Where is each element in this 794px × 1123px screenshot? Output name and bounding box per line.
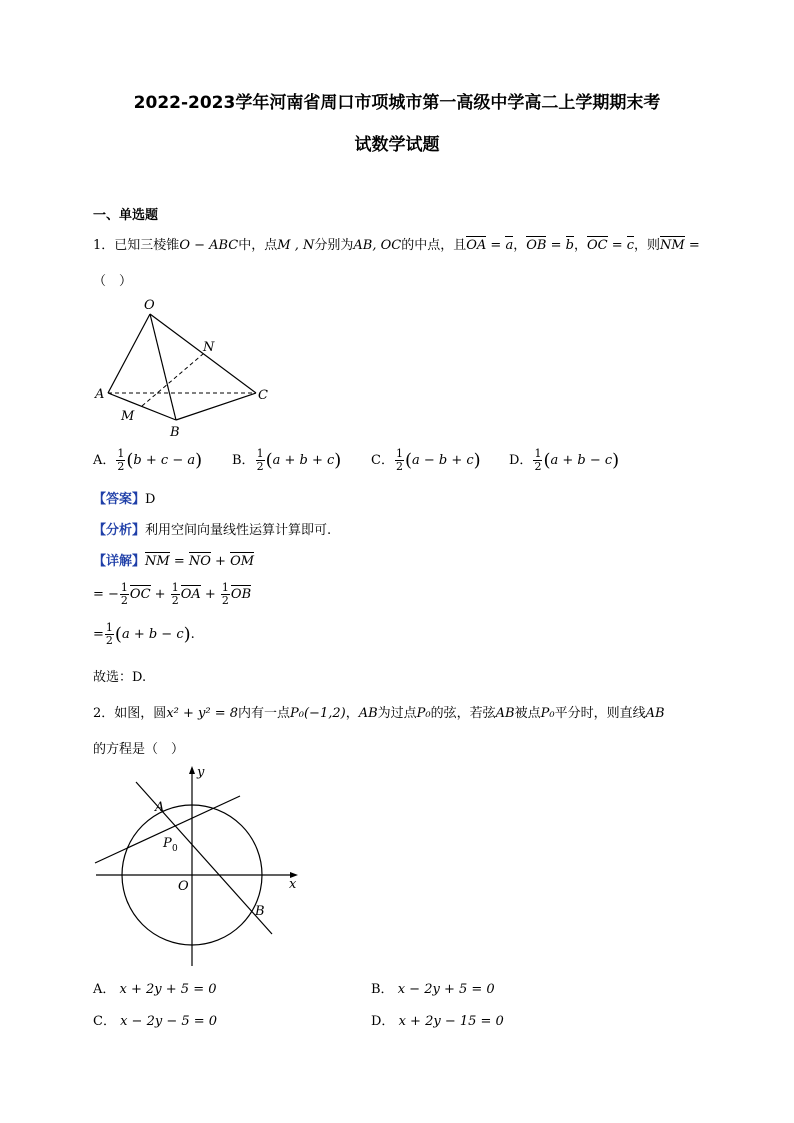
q1-edges: AB, OC (353, 238, 402, 253)
q1-text-e: ，则 (634, 238, 661, 253)
q1-stem: 1．已知三棱锥O − ABC中，点M , N分别为AB, OC的中点，且OA = a，OB = b，OC = c，则NM = (93, 238, 700, 253)
q1-conclusion: 故选：D. (93, 670, 147, 685)
label-y: y (197, 765, 205, 780)
q1-detail-line1: 【详解】NM = NO + OM (93, 554, 255, 569)
q1-text-b: 中，点 (238, 238, 278, 253)
vec-c: c (626, 238, 635, 253)
y-axis-arrow (189, 766, 195, 774)
q1-tetrahedron-figure (90, 292, 290, 442)
q2-circle-figure (90, 762, 310, 970)
q1-option-d[interactable]: D． $\frac{1}{2}$ (a + b − c) (509, 447, 620, 473)
vec-nm: NM (660, 238, 685, 253)
q2-circle-eq: x² + y² = 8 (166, 706, 238, 721)
page-title-line2: 试数学试题 (354, 135, 440, 155)
q1-tetra: O − ABC (179, 238, 239, 253)
q1-text-d: 的中点，且 (401, 238, 467, 253)
label-b: B (170, 425, 180, 440)
q2-option-d[interactable]: D． x + 2y − 15 = 0 (371, 1014, 504, 1029)
vec-ob: OB (526, 238, 547, 253)
label-b: B (255, 904, 265, 919)
q1-text-a: 已知三棱锥 (114, 238, 180, 253)
segment-mn-hidden (142, 354, 203, 406)
vec-oc: OC (586, 238, 608, 253)
q1-option-c[interactable]: C． $\frac{1}{2}$ (a − b + c) (371, 447, 481, 473)
q1-answer (93, 488, 155, 507)
line-through-p0 (95, 796, 240, 863)
answer-tag: 【答案】 (93, 492, 146, 507)
label-n: N (203, 340, 215, 355)
edge-bc (176, 393, 256, 420)
q1-text-c: 分别为 (314, 238, 354, 253)
edge-oa (108, 314, 150, 393)
label-c: C (258, 388, 268, 403)
label-p0: P (163, 836, 172, 851)
q2-number: 2 (93, 706, 102, 721)
label-a: A (95, 387, 105, 402)
label-p0-subscript: 0 (172, 844, 178, 854)
vec-b: b (565, 238, 574, 253)
detail-tag: 【详解】 (93, 554, 146, 569)
q1-points: M , N (277, 238, 315, 253)
q1-detail-line3: = $\frac{1}{2}$ (a + b − c). (93, 621, 195, 647)
vec-a: a (505, 238, 514, 253)
q2-option-b[interactable]: B． x − 2y + 5 = 0 (371, 982, 495, 997)
label-m: M (121, 409, 135, 424)
label-a: A (155, 800, 165, 815)
q1-blank: （ ） (93, 274, 133, 289)
q2-option-a[interactable]: A． x + 2y + 5 = 0 (93, 982, 217, 997)
q1-number: 1 (93, 238, 102, 253)
answer-value: D (145, 492, 156, 507)
label-x: x (289, 877, 297, 892)
q2-stem-line1: 2．如图，圆x² + y² = 8内有一点P₀(−1,2)，AB为过点P₀的弦，若弦AB被点P₀平分时，则直线AB (93, 706, 665, 721)
q1-option-b[interactable]: B． $\frac{1}{2}$ (a + b + c) (232, 447, 342, 473)
q1-analysis (93, 519, 331, 538)
q2-stem-line2: 的方程是（ ） (93, 742, 185, 757)
label-o: O (178, 879, 189, 894)
edge-ab (108, 393, 176, 420)
vec-oa: OA (466, 238, 487, 253)
q1-option-a[interactable]: A． $\frac{1}{2}$ (b + c − a) (93, 447, 203, 473)
label-o: O (144, 298, 155, 313)
q2-point: P₀(−1,2) (290, 706, 346, 721)
q1-detail-line2: = − $\frac{1}{2}$ OC + $\frac{1}{2}$ OA + $\frac{1}{2}$ OB (93, 581, 252, 607)
analysis-tag: 【分析】 (93, 523, 146, 538)
q2-option-c[interactable]: C． x − 2y − 5 = 0 (93, 1014, 218, 1029)
section-heading: 一、单选题 (93, 208, 159, 223)
page-title-line1: 2022-2023学年河南省周口市项城市第一高级中学高二上学期期末考 (133, 93, 661, 113)
analysis-text: 利用空间向量线性运算计算即可. (145, 523, 332, 538)
